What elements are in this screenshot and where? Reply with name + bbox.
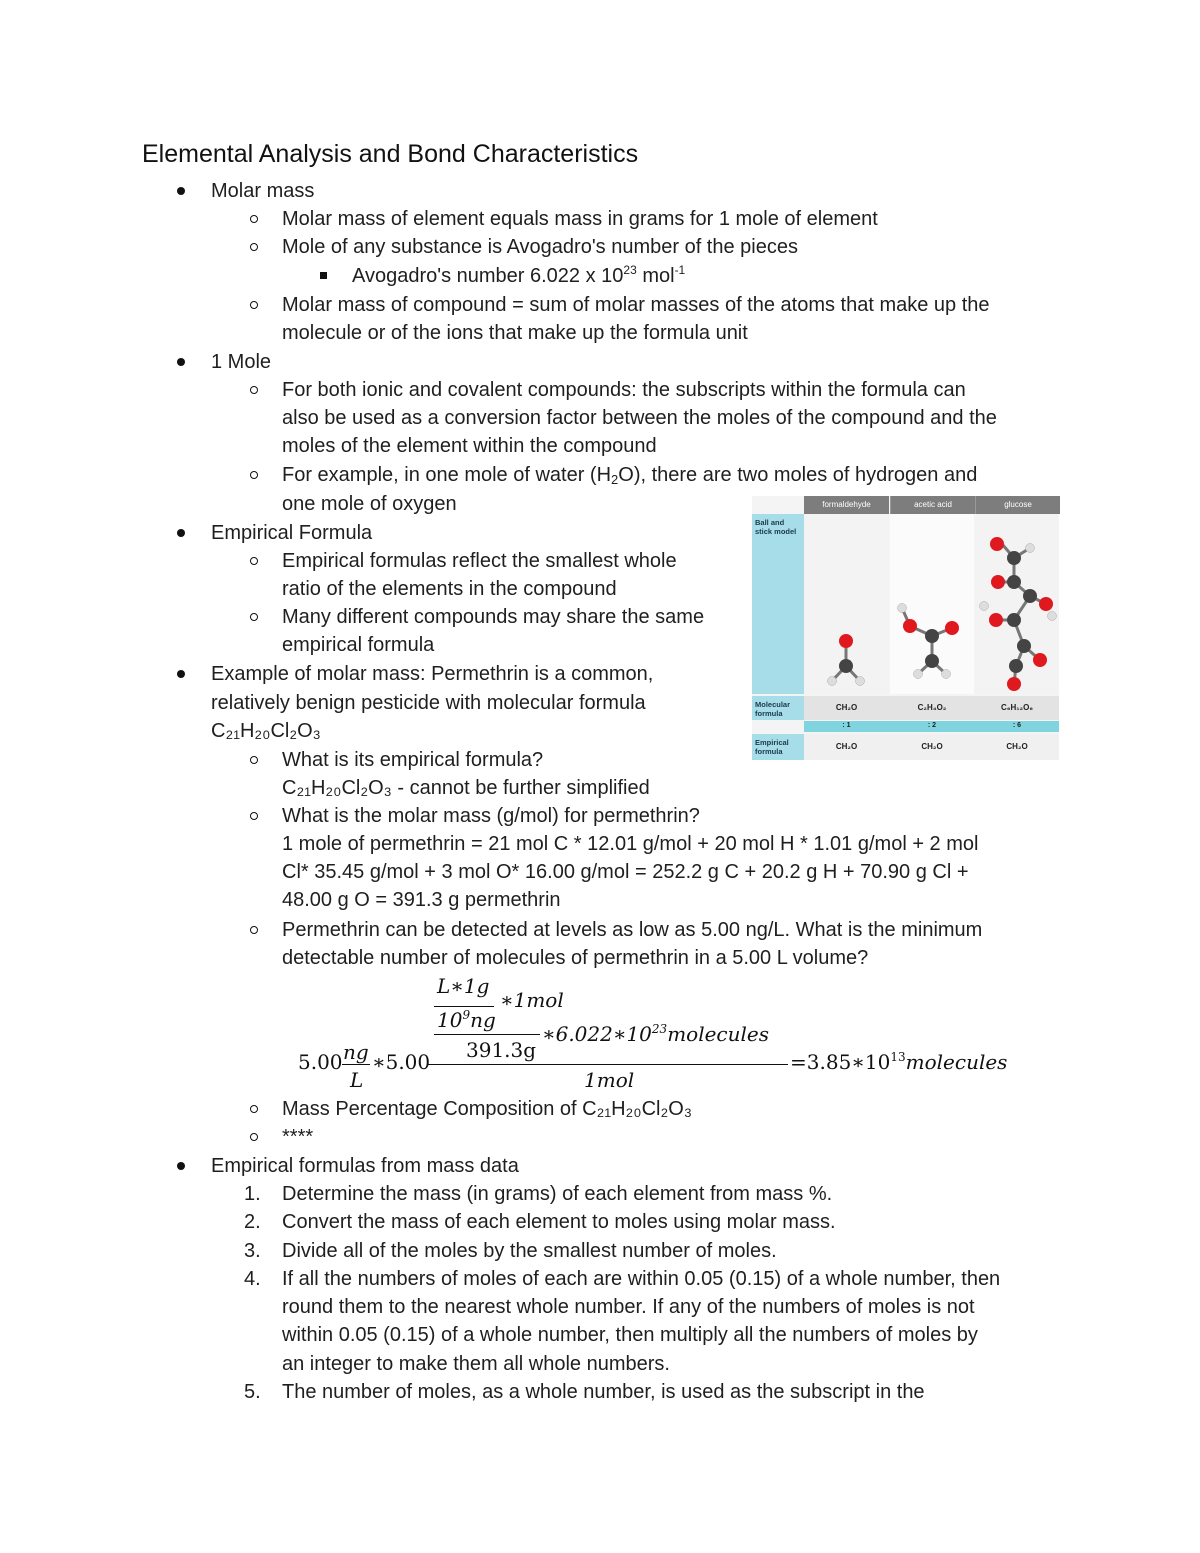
fraction-bar [428, 1064, 788, 1065]
text-line: relatively benign pesticide with molecular formula [211, 692, 646, 714]
answer-line: C₂₁H₂₀Cl₂O₃ - cannot be further simplified [282, 777, 650, 799]
eq-term: ng [343, 1040, 369, 1064]
empirical-formula: CH₂O [921, 742, 943, 751]
molecular-formula-figure [752, 496, 1059, 760]
heading-empirical-formula: Empirical Formula [211, 522, 373, 544]
column-header: acetic acid [890, 496, 975, 514]
row-label: Ball and stick model [752, 514, 804, 694]
question-line: Permethrin can be detected at levels as low as 5.00 ng/L. What is the minimum [282, 919, 983, 941]
question-line: detectable number of molecules of permethrin in a 5.00 L volume? [282, 947, 869, 969]
empirical-formula: CH₂O [1006, 742, 1028, 751]
question-line: What is its empirical formula? [282, 749, 544, 771]
column-header: glucose [975, 496, 1060, 514]
molecular-formula: CH₂O [835, 703, 858, 712]
step-number: 1. [244, 1183, 261, 1205]
step-text: an integer to make them all whole numbers. [282, 1353, 670, 1375]
eq-term: L [350, 1068, 364, 1092]
text-line: Example of molar mass: Permethrin is a common, [211, 663, 654, 685]
text-line: ratio of the elements in the compound [282, 578, 617, 600]
text-line: Molar mass of element equals mass in grams for 1 mole of element [282, 208, 878, 230]
eq-term: ∗1mol [500, 988, 564, 1012]
eq-term: $10^9ng$ [437, 1008, 496, 1032]
text-line: molecule or of the ions that make up the formula unit [282, 322, 748, 344]
molecular-formula: C₂H₄O₂ [917, 703, 947, 712]
question-line: What is the molar mass (g/mol) for permethrin? [282, 805, 700, 827]
circle-bullet-icon [250, 1133, 258, 1141]
row-label: Molecular formula [752, 696, 804, 720]
bullet-icon [177, 1162, 185, 1170]
circle-bullet-icon [250, 471, 258, 479]
step-text: If all the numbers of moles of each are within 0.05 (0.15) of a whole number, then [282, 1268, 1001, 1290]
eq-term: L∗1g [437, 974, 490, 998]
step-number: 3. [244, 1240, 261, 1262]
text-line: Mole of any substance is Avogadro's number of the pieces [282, 236, 798, 258]
circle-bullet-icon [250, 756, 258, 764]
row-label: Empirical formula [752, 734, 804, 760]
eq-term: ∗5.00 [372, 1050, 431, 1074]
step-text: Determine the mass (in grams) of each element from mass %. [282, 1183, 833, 1205]
heading-mass-data: Empirical formulas from mass data [211, 1155, 519, 1177]
step-text: within 0.05 (0.15) of a whole number, then multiply all the numbers of moles by [282, 1324, 978, 1346]
text-line: also be used as a conversion factor between the moles of the compound and the [282, 407, 997, 429]
fraction-bar [342, 1064, 370, 1065]
molecular-formula: C₆H₁₂O₆ [1001, 703, 1033, 712]
circle-bullet-icon [250, 243, 258, 251]
water-example-line: For example, in one mole of water $(H_2O)$, there are two moles of hydrogen and [282, 464, 978, 487]
text-line: For both ionic and covalent compounds: the subscripts within the formula can [282, 379, 966, 401]
square-bullet-icon [320, 272, 327, 279]
text-line: one mole of oxygen [282, 493, 457, 515]
carbon-atoms [839, 551, 1037, 673]
text-line: Molar mass of compound = sum of molar masses of the atoms that make up the [282, 294, 990, 316]
bullet-icon [177, 670, 185, 678]
text-line: moles of the element within the compound [282, 435, 657, 457]
text-line: **** [282, 1126, 314, 1148]
circle-bullet-icon [250, 557, 258, 565]
eq-term: 391.3g [466, 1038, 537, 1062]
permethrin-formula: C₂₁H₂₀Cl₂O₃ [211, 720, 321, 742]
step-text: The number of moles, as a whole number, is used as the subscript in the [282, 1381, 925, 1403]
eq-result: $=3.85∗10^{13}molecules$ [790, 1050, 1008, 1074]
column-header: formaldehyde [804, 496, 889, 514]
circle-bullet-icon [250, 613, 258, 621]
text-line: Empirical formulas reflect the smallest whole [282, 550, 677, 572]
heading-one-mole: 1 Mole [211, 351, 272, 373]
step-number: 2. [244, 1211, 261, 1233]
eq-term: 5.00 [298, 1050, 343, 1074]
circle-bullet-icon [250, 812, 258, 820]
answer-line: Cl* 35.45 g/mol + 3 mol O* 16.00 g/mol = 252.2 g C + 20.2 g H + 70.90 g Cl + [282, 861, 969, 883]
step-number: 5. [244, 1381, 261, 1403]
step-text: Convert the mass of each element to moles using molar mass. [282, 1211, 836, 1233]
ratio: : 1 [842, 722, 851, 729]
step-text: round them to the nearest whole number. If any of the numbers of moles is not [282, 1296, 975, 1318]
avogadro-line: Avogadro's number 6.022 x $10^{23}$ mol$^{-1}$ [352, 263, 686, 287]
answer-line: 48.00 g O = 391.3 g permethrin [282, 889, 561, 911]
text-line: empirical formula [282, 634, 435, 656]
eq-term: $∗6.022∗10^{23}molecules$ [542, 1022, 770, 1046]
ratio: : 6 [1012, 722, 1022, 729]
circle-bullet-icon [250, 386, 258, 394]
fraction-bar [434, 1006, 494, 1007]
circle-bullet-icon [250, 301, 258, 309]
bullet-icon [177, 358, 185, 366]
empirical-formula: CH₂O [835, 742, 858, 751]
answer-line: 1 mole of permethrin = 21 mol C * 12.01 g/mol + 20 mol H * 1.01 g/mol + 2 mol [282, 833, 979, 855]
step-number: 4. [244, 1268, 261, 1290]
ratio: : 2 [927, 722, 937, 729]
heading-molar-mass: Molar mass [211, 180, 315, 202]
circle-bullet-icon [250, 215, 258, 223]
step-text: Divide all of the moles by the smallest number of moles. [282, 1240, 777, 1262]
text-line: Many different compounds may share the same [282, 606, 705, 628]
bullet-icon [177, 529, 185, 537]
eq-term: 1mol [584, 1068, 635, 1092]
fraction-bar [434, 1034, 540, 1035]
bullet-icon [177, 187, 185, 195]
page-title: Elemental Analysis and Bond Characteristics [142, 140, 639, 168]
text-line: Mass Percentage Composition of C₂₁H₂₀Cl₂O₃ [282, 1098, 692, 1120]
circle-bullet-icon [250, 926, 258, 934]
circle-bullet-icon [250, 1105, 258, 1113]
